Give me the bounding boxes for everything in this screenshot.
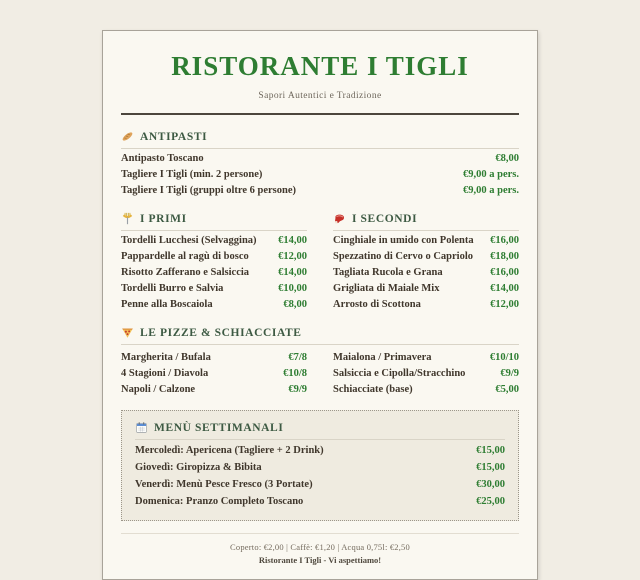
footer-farewell: Ristorante I Tigli - Vi aspettiamo! — [258, 555, 382, 565]
item-price: €8,00 — [283, 299, 307, 310]
item-price: €12,00 — [278, 251, 307, 262]
item-name: Spezzatino di Cervo o Capriolo — [333, 251, 473, 262]
section-header-primi — [121, 212, 307, 231]
item-price: €15,00 — [476, 462, 505, 473]
item-name: Penne alla Boscaiola — [121, 299, 213, 310]
menu-item-row — [333, 267, 519, 279]
menu-item-row — [333, 235, 519, 247]
item-name: Mercoledì: Apericena (Tagliere + 2 Drink) — [135, 445, 324, 456]
menu-item-row — [121, 267, 307, 279]
item-name: Domenica: Pranzo Completo Toscano — [135, 496, 304, 507]
primi-secondi-columns — [121, 212, 519, 311]
menu-item-row — [121, 153, 519, 165]
section-antipasti — [121, 130, 519, 197]
section-label: LE PIZZE & SCHIACCIATE — [140, 326, 302, 339]
section-label: I SECONDI — [352, 212, 418, 225]
item-price: €18,00 — [490, 251, 519, 262]
pizze-rows-right — [333, 348, 519, 396]
item-name: Arrosto di Scottona — [333, 299, 421, 310]
item-price: €10/10 — [489, 352, 519, 363]
item-price: €5,00 — [495, 384, 519, 395]
item-price: €14,00 — [490, 283, 519, 294]
item-name: Schiacciate (base) — [333, 384, 413, 395]
spaghetti-icon — [121, 212, 134, 225]
menu-item-row — [135, 479, 505, 491]
item-name: Venerdì: Menù Pesce Fresco (3 Portate) — [135, 479, 313, 490]
item-price: €9,00 a pers. — [463, 169, 519, 180]
item-name: Antipasto Toscano — [121, 153, 204, 164]
item-price: €9/9 — [288, 384, 307, 395]
menu-item-row — [135, 496, 505, 508]
item-name: Cinghiale in umido con Polenta — [333, 235, 474, 246]
weekly-menu-rows — [135, 445, 505, 508]
menu-item-row — [121, 368, 307, 380]
menu-card — [102, 30, 538, 580]
menu-item-row — [121, 352, 307, 364]
item-price: €16,00 — [490, 235, 519, 246]
item-name: Pappardelle al ragù di bosco — [121, 251, 249, 262]
item-price: €15,00 — [476, 445, 505, 456]
restaurant-title: RISTORANTE I TIGLI — [171, 51, 469, 81]
pizza-icon — [121, 326, 134, 339]
section-label: I PRIMI — [140, 212, 187, 225]
item-price: €12,00 — [490, 299, 519, 310]
menu-item-row — [121, 299, 307, 311]
menu-item-row — [121, 384, 307, 396]
section-header-pizze — [121, 326, 519, 345]
section-primi — [121, 212, 307, 311]
menu-item-row — [135, 462, 505, 474]
item-name: Giovedì: Giropizza & Bibita — [135, 462, 262, 473]
section-header-antipasti — [121, 130, 519, 149]
menu-item-row — [333, 299, 519, 311]
item-price: €7/8 — [288, 352, 307, 363]
item-price: €14,00 — [278, 235, 307, 246]
menu-item-row — [333, 251, 519, 263]
item-name: Tordelli Lucchesi (Selvaggina) — [121, 235, 257, 246]
item-price: €25,00 — [476, 496, 505, 507]
pizze-columns — [121, 345, 519, 396]
section-header-secondi — [333, 212, 519, 231]
menu-item-row — [333, 368, 519, 380]
menu-item-row — [333, 352, 519, 364]
baguette-icon — [121, 130, 134, 143]
section-secondi — [333, 212, 519, 311]
weekly-menu-box — [121, 410, 519, 521]
section-pizze — [121, 326, 519, 396]
menu-item-row — [121, 283, 307, 295]
footer-cover-charges: Coperto: €2,00 | Caffè: €1,20 | Acqua 0,75l: €2,50 — [230, 542, 410, 552]
item-name: Margherita / Bufala — [121, 352, 211, 363]
header-divider — [121, 113, 519, 115]
pizze-rows-left — [121, 348, 307, 396]
item-price: €9/9 — [500, 368, 519, 379]
item-name: Tordelli Burro e Salvia — [121, 283, 224, 294]
item-price: €9,00 a pers. — [463, 185, 519, 196]
item-name: 4 Stagioni / Diavola — [121, 368, 209, 379]
menu-item-row — [333, 384, 519, 396]
meat-icon — [333, 212, 346, 225]
item-name: Napoli / Calzone — [121, 384, 196, 395]
item-name: Salsiccia e Cipolla/Stracchino — [333, 368, 466, 379]
menu-item-row — [121, 235, 307, 247]
restaurant-subtitle: Sapori Autentici e Tradizione — [258, 91, 382, 101]
section-header-menu-settimanali — [135, 421, 505, 440]
secondi-rows — [333, 235, 519, 311]
section-label: MENÙ SETTIMANALI — [154, 421, 284, 434]
item-name: Risotto Zafferano e Salsiccia — [121, 267, 250, 278]
menu-item-row — [333, 283, 519, 295]
section-label: ANTIPASTI — [140, 130, 208, 143]
item-price: €10,00 — [278, 283, 307, 294]
primi-rows — [121, 235, 307, 311]
item-price: €10/8 — [283, 368, 307, 379]
item-name: Maialona / Primavera — [333, 352, 432, 363]
item-price: €14,00 — [278, 267, 307, 278]
item-name: Tagliata Rucola e Grana — [333, 267, 443, 278]
antipasti-rows — [121, 153, 519, 197]
menu-footer — [121, 533, 519, 565]
menu-item-row — [121, 251, 307, 263]
item-name: Grigliata di Maiale Mix — [333, 283, 440, 294]
menu-item-row — [121, 185, 519, 197]
item-price: €16,00 — [490, 267, 519, 278]
item-name: Tagliere I Tigli (min. 2 persone) — [121, 169, 263, 180]
calendar-icon — [135, 421, 148, 434]
item-price: €8,00 — [495, 153, 519, 164]
menu-item-row — [121, 169, 519, 181]
item-price: €30,00 — [476, 479, 505, 490]
item-name: Tagliere I Tigli (gruppi oltre 6 persone) — [121, 185, 297, 196]
menu-item-row — [135, 445, 505, 457]
